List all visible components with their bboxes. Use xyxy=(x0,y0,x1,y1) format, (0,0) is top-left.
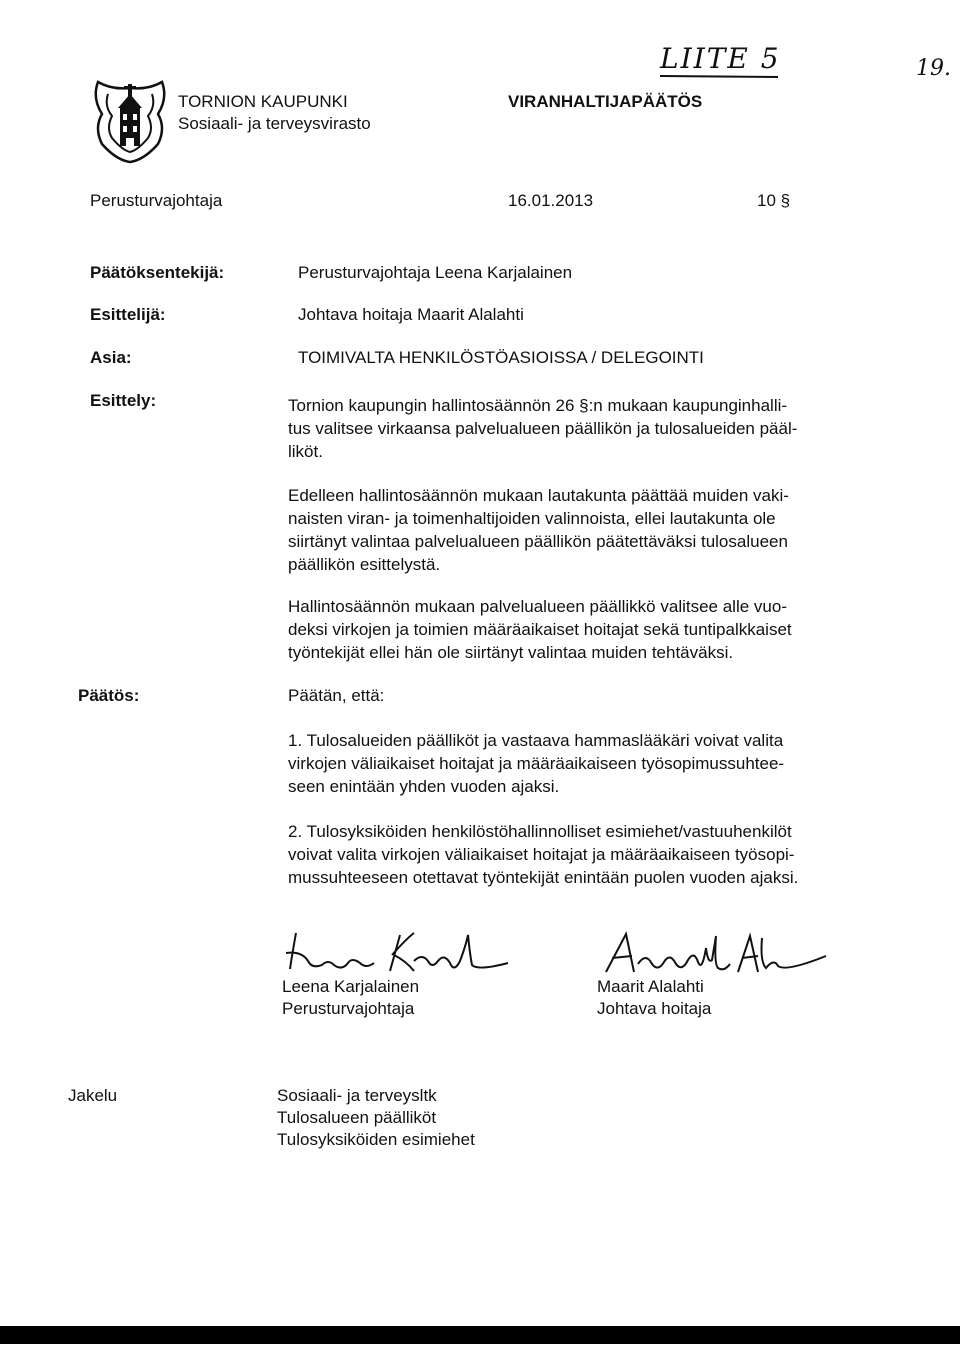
signatory-1-name: Leena Karjalainen xyxy=(282,977,420,996)
text-line: seen enintään yhden vuoden ajaksi. xyxy=(288,777,560,796)
distribution-recipient: Sosiaali- ja terveysltk xyxy=(277,1086,437,1105)
text-line: työntekijät ellei hän ole siirtänyt valintaa muiden tehtäväksi. xyxy=(288,643,734,662)
scan-border-bar xyxy=(0,1326,960,1344)
text-line: mussuhteeseen otettavat työntekijät enintään puolen vuoden ajaksi. xyxy=(288,868,799,887)
date: 16.01.2013 xyxy=(508,191,594,210)
distribution-recipient: Tulosalueen päälliköt xyxy=(277,1108,437,1127)
text-line: 2. Tulosyksiköiden henkilöstöhallinnolliset esimiehet/vastuuhenkilöt xyxy=(288,822,792,841)
organization-name: TORNION KAUPUNKI xyxy=(178,92,348,111)
text-line: virkojen väliaikaiset hoitajat ja määräaikaiseen työsopimussuhtee- xyxy=(288,754,785,773)
text-line: tus valitsee virkaansa palvelualueen päällikön ja tulosalueiden pääl- xyxy=(288,419,798,438)
signature-karjalainen xyxy=(282,925,512,975)
decision-item-2 xyxy=(288,820,873,889)
page-number-annotation: 19. xyxy=(916,56,951,81)
text-line: siirtänyt valintaa palvelualueen päällikön päätettäväksi tulosalueen xyxy=(288,532,788,551)
liite-annotation: LIITE 5 xyxy=(660,42,781,75)
text-line: Edelleen hallintosäännön mukaan lautakunta päättää muiden vaki- xyxy=(288,486,789,505)
text-line: päällikön esittelystä. xyxy=(288,555,441,574)
liite-underline xyxy=(660,74,780,80)
text-line: deksi virkojen ja toimien määräaikaiset hoitajat sekä tuntipalkkaiset xyxy=(288,620,792,639)
subject-label: Asia: xyxy=(90,348,132,367)
text-line: voivat valita virkojen väliaikaiset hoitajat ja määräaikaiseen työsopi- xyxy=(288,845,795,864)
text-line: liköt. xyxy=(288,442,323,461)
signatory-1-title: Perusturvajohtaja xyxy=(282,999,415,1018)
proposal-label: Esittely: xyxy=(90,391,157,410)
signature-alalahti xyxy=(590,928,830,978)
presenter-label: Esittelijä: xyxy=(90,305,166,324)
text-line: Tornion kaupungin hallintosäännön 26 §:n mukaan kaupunginhalli- xyxy=(288,396,788,415)
signatory-2-name: Maarit Alalahti xyxy=(597,977,704,996)
text-line: 1. Tulosalueiden päälliköt ja vastaava hammaslääkäri voivat valita xyxy=(288,731,784,750)
decision-intro: Päätän, että: xyxy=(288,686,385,705)
department-name: Sosiaali- ja terveysvirasto xyxy=(178,114,371,133)
decision-label: Päätös: xyxy=(78,686,140,705)
signatory-2-title: Johtava hoitaja xyxy=(597,999,712,1018)
decision-item-1 xyxy=(288,729,873,798)
presenter-value: Johtava hoitaja Maarit Alalahti xyxy=(298,305,524,324)
section-number: 10 § xyxy=(757,191,791,210)
distribution-recipient: Tulosyksiköiden esimiehet xyxy=(277,1130,475,1149)
decision-maker-value: Perusturvajohtaja Leena Karjalainen xyxy=(298,263,573,282)
proposal-paragraph-1 xyxy=(288,394,873,463)
proposal-paragraph-3 xyxy=(288,595,873,664)
document-type: VIRANHALTIJAPÄÄTÖS xyxy=(508,92,703,111)
subject-value: TOIMIVALTA HENKILÖSTÖASIOISSA / DELEGOINTI xyxy=(298,348,704,367)
proposal-paragraph-2 xyxy=(288,484,873,576)
role: Perusturvajohtaja xyxy=(90,191,223,210)
coat-of-arms-logo xyxy=(88,72,172,164)
distribution-label: Jakelu xyxy=(68,1086,118,1105)
decision-maker-label: Päätöksentekijä: xyxy=(90,263,225,282)
text-line: naisten viran- ja toimenhaltijoiden valinnoista, ellei lautakunta ole xyxy=(288,509,776,528)
text-line: Hallintosäännön mukaan palvelualueen päällikkö valitsee alle vuo- xyxy=(288,597,787,616)
